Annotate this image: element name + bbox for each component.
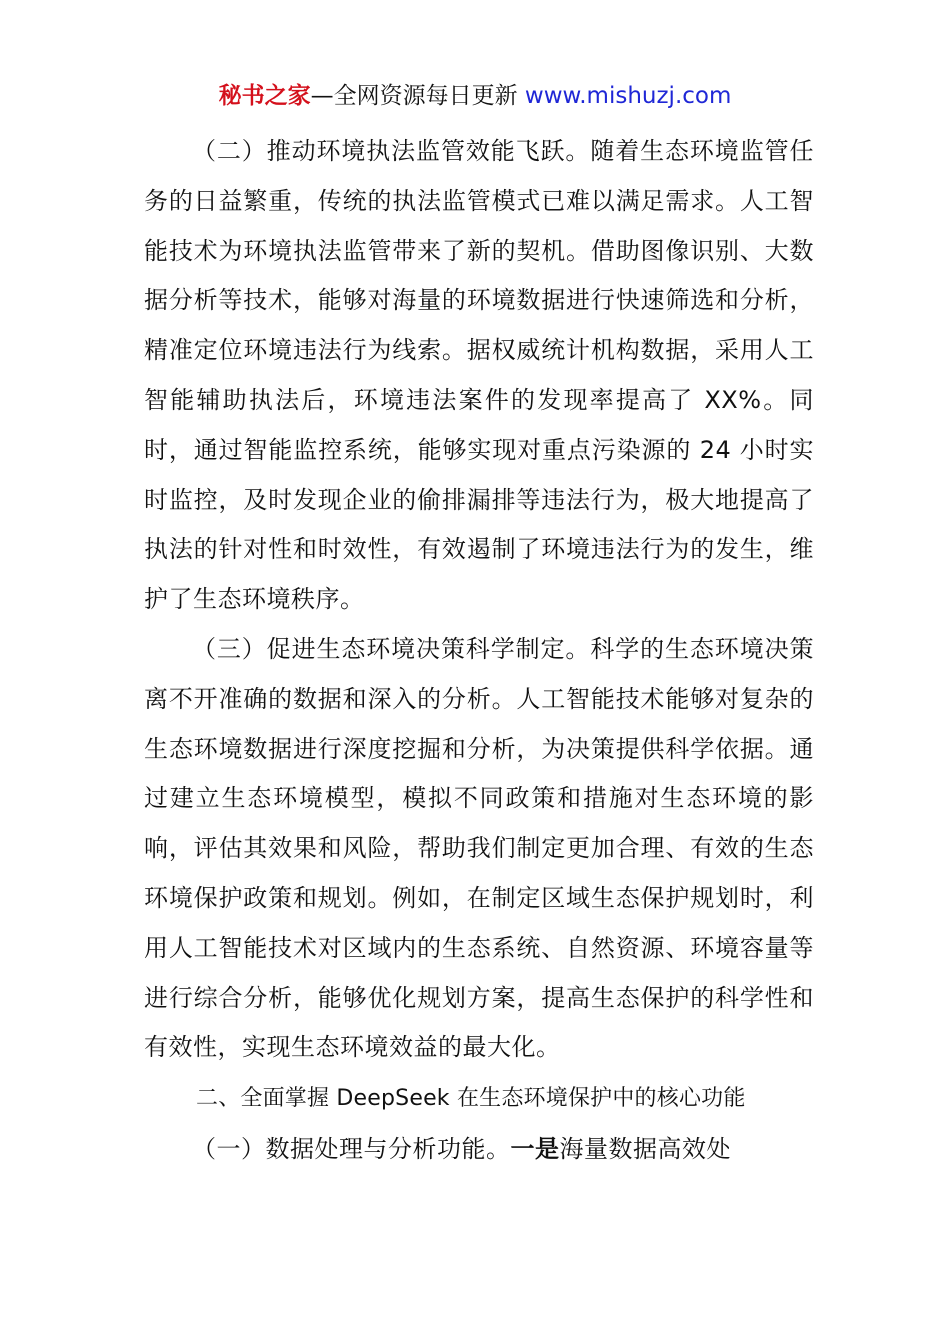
paragraph-bold-marker: 一是 [510,1135,560,1164]
site-url-link[interactable]: www.mishuzj.com [524,83,732,109]
site-header [0,80,950,112]
brand-name: 秘书之家 [218,83,311,109]
paragraph-decision-making: （三）促进生态环境决策科学制定。科学的生态环境决策离不开准确的数据和深入的分析。人工智能技术能够对复杂的生态环境数据进行深度挖掘和分析，为决策提供科学依据。通过建立生态环境模型，模拟不同政策和措施对生态环境的影响，评估其效果和风险，帮助我们制定更加合理、有效的生态环境保护政策和规划。例如，在制定区域生态保护规划时，利用人工智能技术对区域内的生态系统、自然资源、环境容量等进行综合分析，能够优化规划方案，提高生态保护的科学性和有效性，实现生态环境效益的最大化。 [144,634,814,1062]
header-tagline: —全网资源每日更新 [310,83,525,109]
document-body [144,127,814,1175]
paragraph-continuation: 海量数据高效处 [559,1135,731,1164]
section-heading: 二、全面掌握 DeepSeek 在生态环境保护中的核心功能 [196,1086,746,1112]
paragraph-lead: （一）数据处理与分析功能。 [192,1135,511,1164]
paragraph-data-processing [144,1125,814,1175]
paragraph-enforcement: （二）推动环境执法监管效能飞跃。随着生态环境监管任务的日益繁重，传统的执法监管模式已难以满足需求。人工智能技术为环境执法监管带来了新的契机。借助图像识别、大数据分析等技术，能够对海量的环境数据进行快速筛选和分析，精准定位环境违法行为线索。据权威统计机构数据，采用人工智能辅助执法后，环境违法案件的发现率提高了 XX%。同时，通过智能监控系统，能够实现对重点污染源的 24 小时实时监控，及时发现企业的偷排漏排等违法行为，极大地提高了执法的针对性和时效性，有效遏制了环境违法行为的发生，维护了生态环境秩序。 [144,137,814,614]
